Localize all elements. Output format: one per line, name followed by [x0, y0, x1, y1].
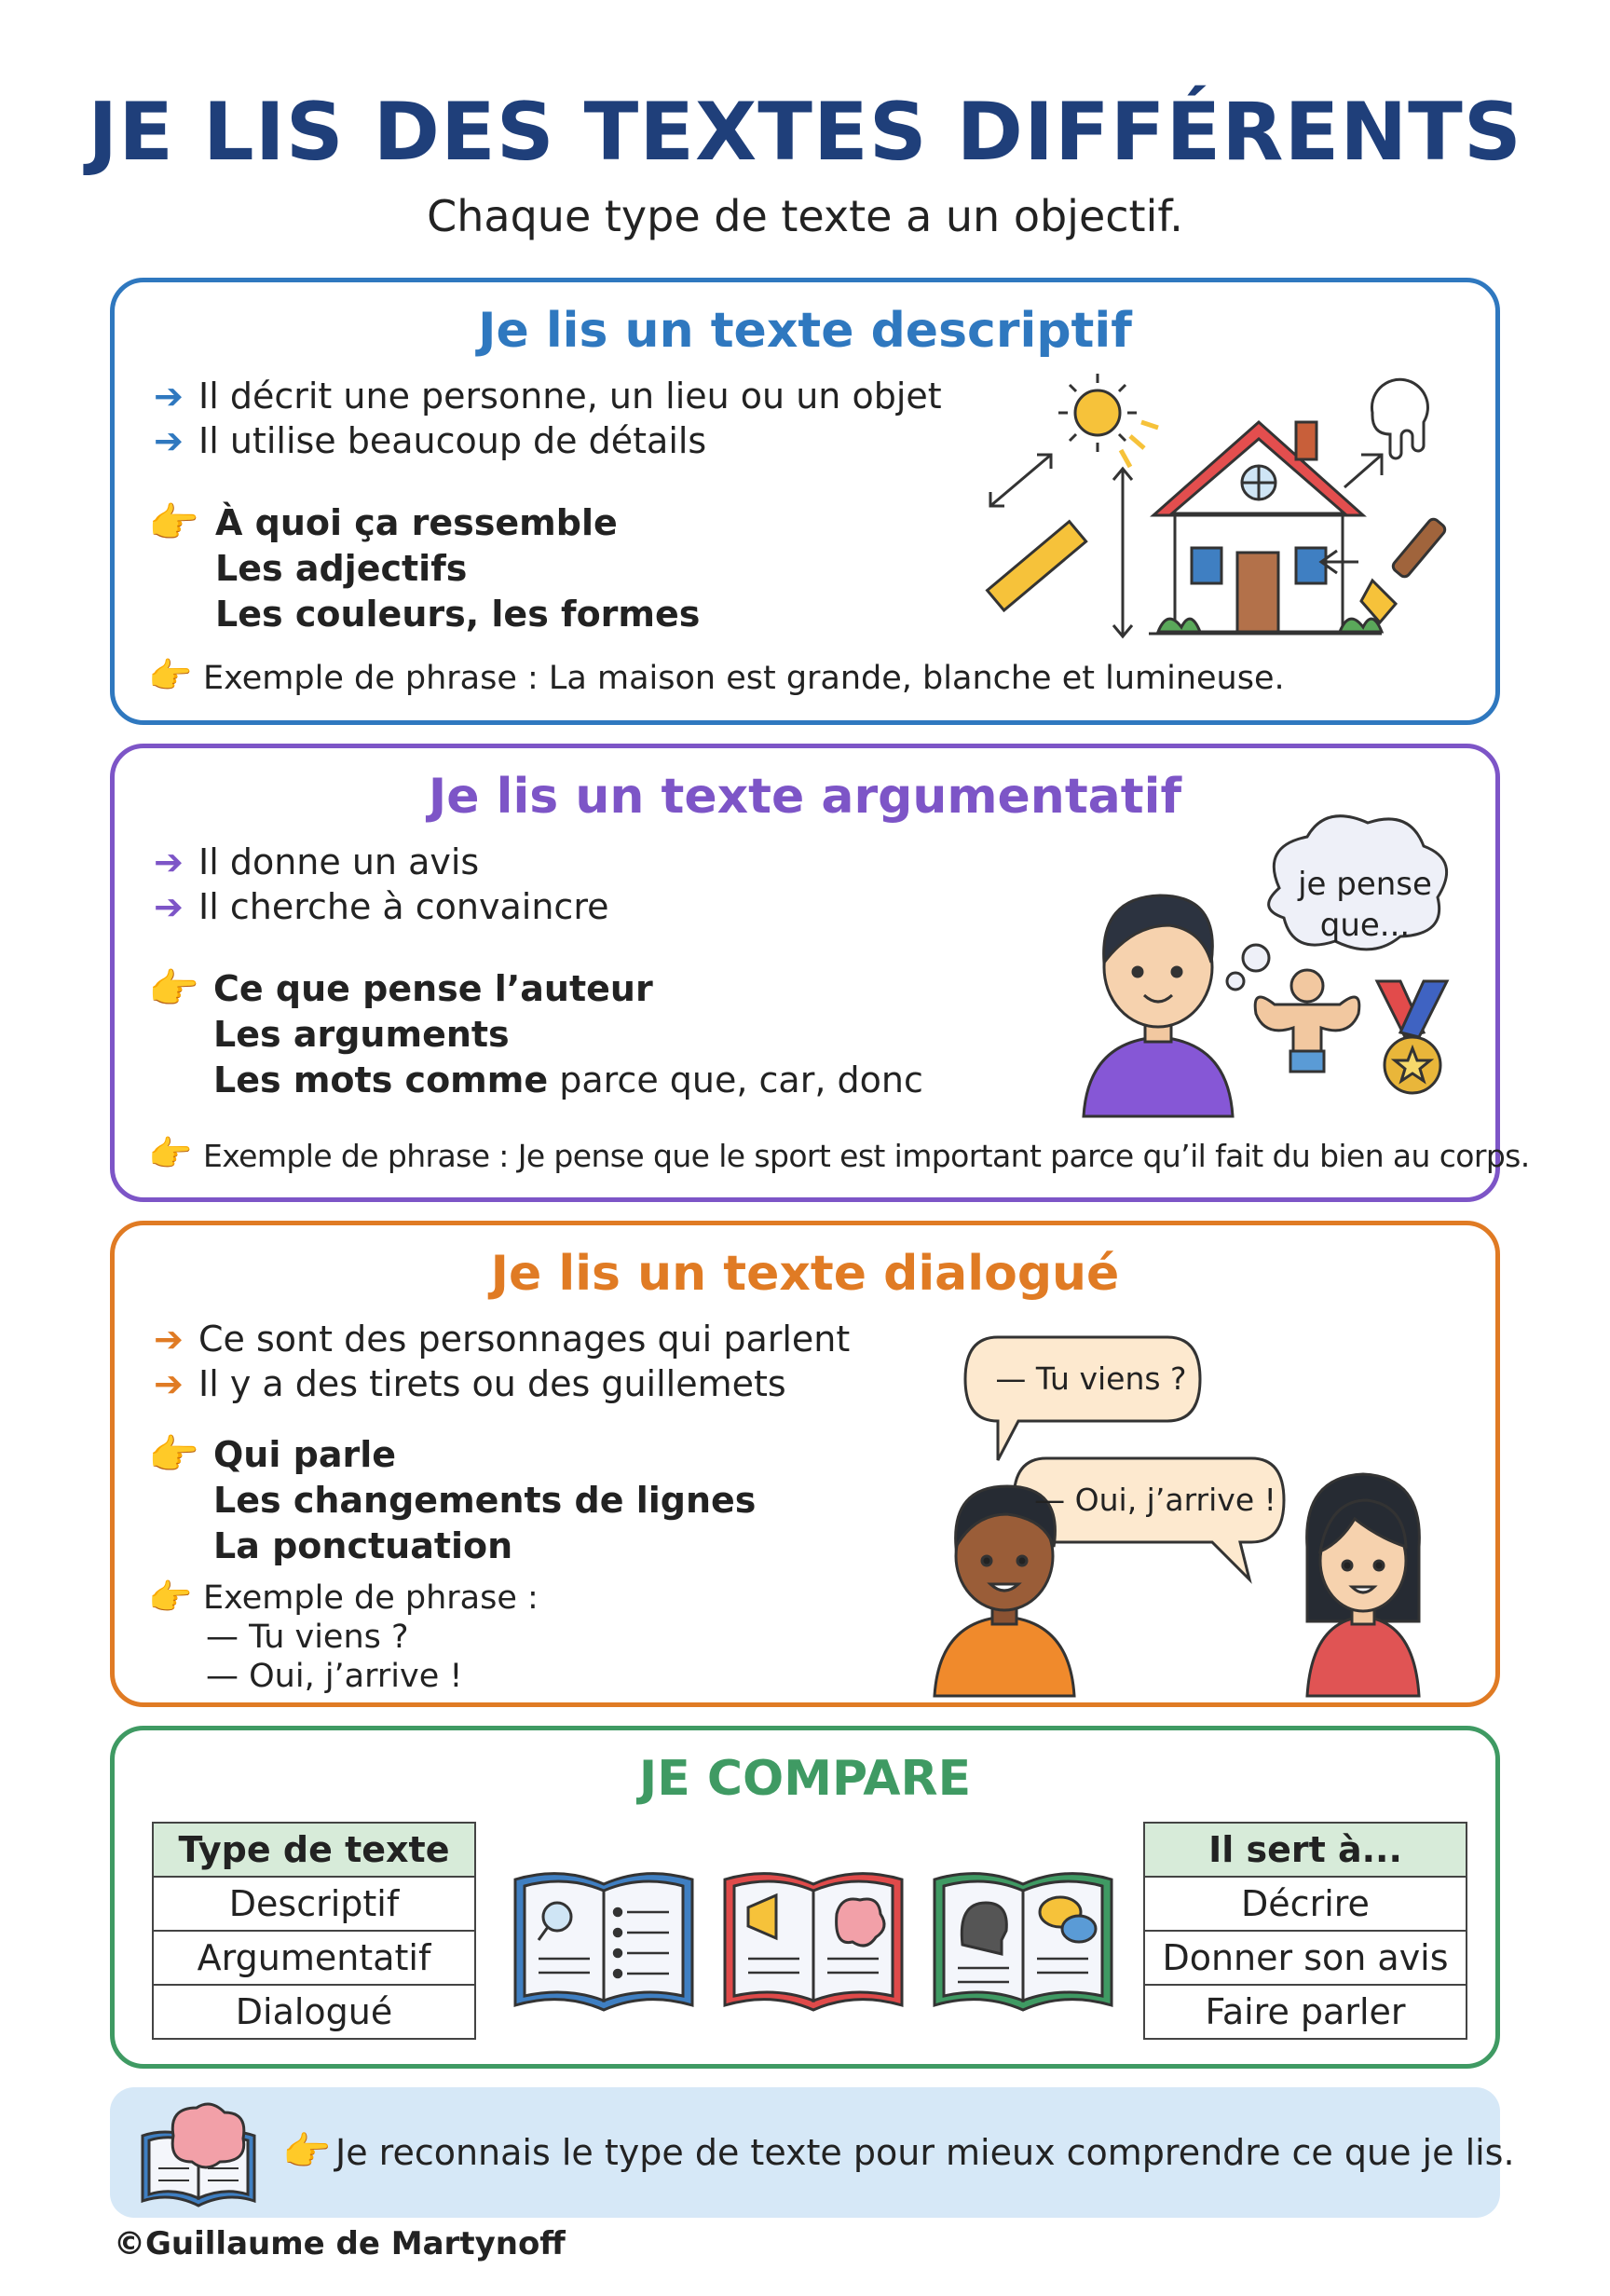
tip-banner — [110, 2087, 1515, 2218]
purpose-table-header: Il sert à... — [1144, 1823, 1467, 1877]
pointing-hand-icon: 👉 — [148, 965, 199, 1013]
pointing-hand-icon: 👉 — [148, 655, 193, 696]
purpose-table — [1143, 1822, 1467, 2040]
dialogue-example-line-1: — Tu viens ? — [206, 1619, 409, 1656]
paint-drip-icon — [1344, 379, 1427, 487]
type-row: Dialogué — [153, 1985, 475, 2039]
purpose-row: Faire parler — [1144, 1985, 1467, 2039]
dialogue-focus-2: Les changements de lignes — [213, 1480, 757, 1521]
argumentatif-focus-3 — [213, 1059, 923, 1100]
brain-book-icon — [138, 2098, 259, 2208]
card-descriptif-title: Je lis un texte descriptif — [478, 303, 1132, 359]
bubble-text-2: — Oui, j’arrive ! — [1034, 1482, 1276, 1518]
pointing-hand-icon: 👉 — [282, 2128, 332, 2174]
card-descriptif — [110, 278, 1500, 725]
dialogue-example-line-2: — Oui, j’arrive ! — [206, 1658, 463, 1695]
descriptif-point-2-text: Il utilise beaucoup de détails — [198, 420, 707, 461]
card-argumentatif-title: Je lis un texte argumentatif — [428, 769, 1182, 825]
descriptif-point-2 — [154, 420, 706, 461]
books-illustration — [506, 1856, 1121, 2033]
bubble-text-1: — Tu viens ? — [995, 1360, 1187, 1397]
page-subtitle: Chaque type de texte a un objectif. — [427, 191, 1183, 241]
descriptif-focus-1: À quoi ça ressemble — [215, 502, 618, 543]
copyright-credit: ©Guillaume de Martynoff — [114, 2225, 566, 2262]
pointing-hand-icon: 👉 — [148, 1133, 193, 1174]
argumentatif-point-2-text: Il cherche à convaincre — [198, 886, 609, 927]
dialogue-point-1 — [154, 1319, 850, 1360]
dialogue-point-2 — [154, 1363, 786, 1404]
argumentative-book-icon — [725, 1874, 902, 2010]
thought-text-1: je pense — [1298, 866, 1432, 903]
descriptif-point-1-text: Il décrit une personne, un lieu ou un objet — [198, 376, 942, 417]
descriptif-point-1 — [154, 376, 942, 417]
card-argumentatif — [110, 744, 1530, 1202]
thought-text-2: que... — [1319, 907, 1411, 944]
arrow-right-icon: ➔ — [154, 376, 184, 417]
arrow-right-icon: ➔ — [154, 420, 184, 461]
descriptif-example: Exemple de phrase : La maison est grande, blanche et lumineuse. — [203, 660, 1285, 697]
arrow-right-icon: ➔ — [154, 1363, 184, 1404]
dialogue-point-1-text: Ce sont des personnages qui parlent — [198, 1319, 851, 1360]
dialogue-focus-3: La ponctuation — [213, 1525, 513, 1566]
card-compare-title: JE COMPARE — [638, 1751, 972, 1807]
pointing-hand-icon: 👉 — [148, 499, 199, 547]
descriptive-book-icon — [515, 1874, 692, 2010]
arrow-right-icon: ➔ — [154, 1319, 184, 1360]
purpose-row: Donner son avis — [1144, 1931, 1467, 1985]
argumentatif-focus-2: Les arguments — [213, 1014, 510, 1055]
card-dialogue-title: Je lis un texte dialogué — [490, 1246, 1120, 1302]
argumentatif-focus-1: Ce que pense l’auteur — [213, 968, 653, 1009]
card-compare — [110, 1726, 1500, 2069]
height-arrow-icon — [1113, 469, 1132, 636]
type-row: Descriptif — [153, 1877, 475, 1931]
page-title: JE LIS DES TEXTES DIFFÉRENTS — [88, 86, 1522, 179]
purpose-row: Décrire — [1144, 1877, 1467, 1931]
muscle-icon — [1255, 970, 1359, 1072]
ruler-icon — [988, 455, 1086, 610]
card-dialogue — [110, 1221, 1500, 1707]
medal-icon — [1377, 981, 1447, 1093]
house-icon — [1149, 422, 1382, 634]
dialogue-point-2-text: Il y a des tirets ou des guillemets — [198, 1363, 786, 1404]
argumentatif-point-2 — [154, 886, 609, 927]
arrow-right-icon: ➔ — [154, 841, 184, 882]
sun-icon — [1058, 374, 1158, 467]
person-icon — [1084, 895, 1233, 1116]
tip-text: Je reconnais le type de texte pour mieux comprendre ce que je lis. — [335, 2132, 1515, 2173]
dialogue-example-label: Exemple de phrase : — [203, 1579, 539, 1617]
girl-icon — [1307, 1474, 1420, 1696]
type-table-header: Type de texte — [153, 1823, 475, 1877]
dialogue-focus-1: Qui parle — [213, 1434, 396, 1475]
pointing-hand-icon: 👉 — [148, 1431, 199, 1479]
type-row: Argumentatif — [153, 1931, 475, 1985]
pointing-hand-icon: 👉 — [148, 1577, 193, 1618]
argumentatif-point-1-text: Il donne un avis — [198, 841, 480, 882]
argumentatif-focus-3-bold: Les mots comme — [213, 1059, 549, 1100]
house-illustration — [972, 366, 1456, 646]
dialogue-book-icon — [935, 1874, 1112, 2010]
argumentatif-focus-3-rest: parce que, car, donc — [548, 1059, 923, 1100]
thinking-person-illustration — [1056, 804, 1466, 1121]
arrow-right-icon: ➔ — [154, 886, 184, 927]
descriptif-focus-2: Les adjectifs — [215, 548, 468, 589]
argumentatif-example: Exemple de phrase : Je pense que le sport est important parce qu’il fait du bien au corps. — [203, 1138, 1530, 1174]
argumentatif-point-1 — [154, 841, 479, 882]
type-table — [152, 1822, 476, 2040]
descriptif-focus-3: Les couleurs, les formes — [215, 594, 701, 635]
